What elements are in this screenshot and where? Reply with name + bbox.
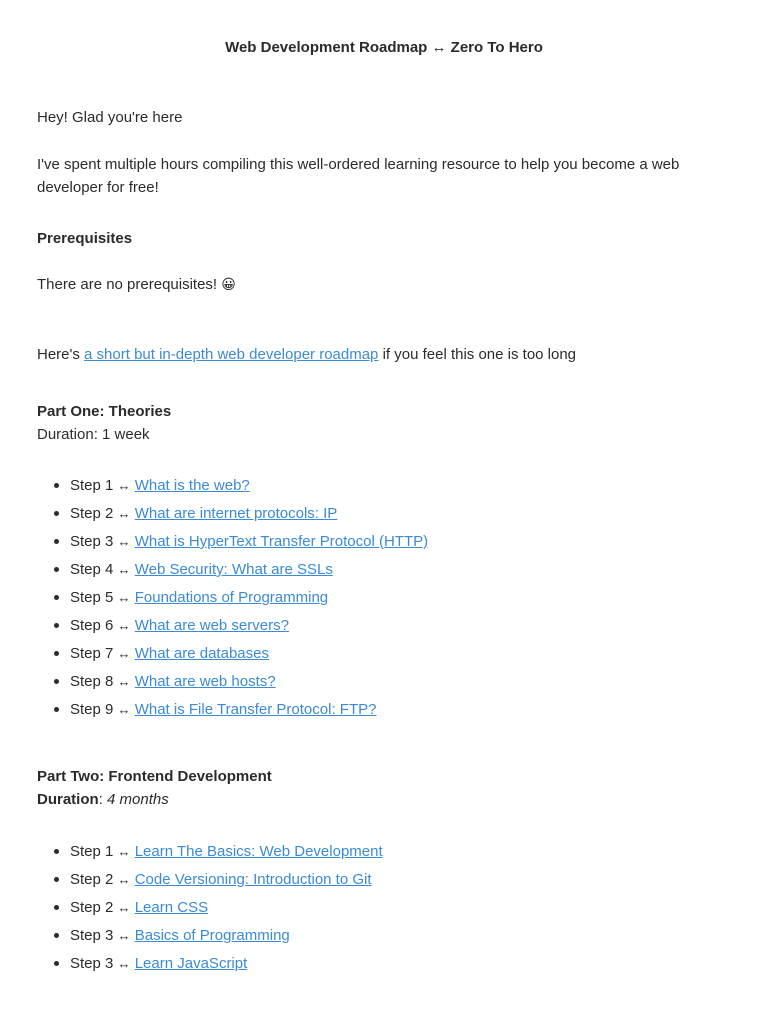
step-link[interactable]: What are web hosts? [134, 673, 276, 690]
part-one-step-list [37, 474, 727, 726]
left-right-arrow-icon: ↔ [117, 562, 131, 577]
step-list-item [37, 502, 727, 530]
part-two-header [37, 765, 727, 811]
step-link[interactable]: Learn CSS [134, 899, 209, 916]
short-roadmap-link[interactable]: a short but in-depth web developer roadmap [84, 346, 379, 363]
intro [37, 153, 727, 199]
step-list-item [37, 952, 727, 980]
step-label: Step 3 [70, 533, 114, 550]
step-list-item [37, 614, 727, 642]
left-right-arrow-icon: ↔ [117, 674, 131, 689]
step-label: Step 8 [70, 673, 114, 690]
part-two-steps [37, 840, 727, 980]
step-link[interactable]: Code Versioning: Introduction to Git [134, 871, 372, 888]
left-right-arrow-icon: ↔ [117, 872, 131, 887]
step-list-item [37, 924, 727, 952]
bullet-icon [54, 539, 59, 544]
part-one-header [37, 400, 727, 446]
bullet-icon [54, 483, 59, 488]
prerequisites-body: There are no prerequisites! [37, 276, 218, 293]
step-label: Step 9 [70, 701, 114, 718]
step-link[interactable]: Basics of Programming [134, 927, 290, 944]
step-label: Step 2 [70, 899, 114, 916]
short-roadmap-prefix: Here's [37, 346, 85, 363]
step-link[interactable]: What is File Transfer Protocol: FTP? [134, 701, 377, 718]
greeting [37, 106, 727, 129]
part-two-duration-unit: months [115, 791, 169, 808]
step-link[interactable]: Foundations of Programming [134, 589, 329, 606]
left-right-arrow-icon: ↔ [117, 900, 131, 915]
step-list-item [37, 670, 727, 698]
part-two-duration [37, 788, 727, 811]
step-link[interactable]: What are web servers? [134, 617, 289, 634]
intro-text: I've spent multiple hours compiling this well-ordered learning resource to help you become a web developer for free! [37, 156, 680, 196]
step-list-item [37, 586, 727, 614]
part-two-duration-value [107, 791, 169, 808]
bullet-icon [54, 651, 59, 656]
step-link[interactable]: Learn The Basics: Web Development [134, 843, 383, 860]
prerequisites-text [37, 273, 727, 297]
bullet-icon [54, 623, 59, 628]
step-link[interactable]: What are databases [134, 645, 269, 662]
step-list-item [37, 558, 727, 586]
bullet-icon [54, 595, 59, 600]
part-two-duration-label: Duration [37, 791, 99, 808]
grinning-face-emoji-icon: 😀 [221, 277, 236, 293]
step-label: Step 2 [70, 871, 114, 888]
part-two-heading: Part Two: Frontend Development [37, 768, 272, 785]
left-right-arrow-icon: ↔ [117, 956, 131, 971]
step-link[interactable]: What are internet protocols: IP [134, 505, 338, 522]
left-right-arrow-icon: ↔ [117, 590, 131, 605]
step-link[interactable]: What is the web? [134, 477, 250, 494]
step-list-item [37, 840, 727, 868]
bullet-icon [54, 707, 59, 712]
step-label: Step 4 [70, 561, 114, 578]
step-label: Step 2 [70, 505, 114, 522]
bullet-icon [54, 679, 59, 684]
left-right-arrow-icon: ↔ [117, 478, 131, 493]
left-right-arrow-icon: ↔ [117, 506, 131, 521]
left-right-arrow-icon: ↔ [117, 928, 131, 943]
bullet-icon [54, 877, 59, 882]
part-two-duration-number: 4 [107, 791, 116, 808]
step-list-item [37, 642, 727, 670]
bullet-icon [54, 849, 59, 854]
short-roadmap-suffix: if you feel this one is too long [378, 346, 577, 363]
part-two-step-list [37, 840, 727, 980]
step-label: Step 6 [70, 617, 114, 634]
bullet-icon [54, 961, 59, 966]
left-right-arrow-icon: ↔ [117, 618, 131, 633]
bullet-icon [54, 511, 59, 516]
left-right-arrow-icon: ↔ [117, 844, 131, 859]
short-roadmap-line [37, 343, 727, 366]
left-right-arrow-icon: ↔ [117, 534, 131, 549]
page-title: Web Development Roadmap ↔ Zero To Hero [225, 39, 543, 56]
greeting-text: Hey! Glad you're here [37, 109, 183, 126]
step-label: Step 5 [70, 589, 114, 606]
step-label: Step 1 [70, 843, 114, 860]
part-one-heading: Part One: Theories [37, 403, 172, 420]
part-one-steps [37, 474, 727, 726]
step-link[interactable]: Learn JavaScript [134, 955, 248, 972]
step-list-item [37, 530, 727, 558]
step-link[interactable]: What is HyperText Transfer Protocol (HTTP) [134, 533, 429, 550]
bullet-icon [54, 933, 59, 938]
step-list-item [37, 474, 727, 502]
left-right-arrow-icon: ↔ [117, 646, 131, 661]
step-list-item [37, 868, 727, 896]
part-one-duration: Duration: 1 week [37, 426, 150, 443]
step-label: Step 7 [70, 645, 114, 662]
left-right-arrow-icon: ↔ [117, 702, 131, 717]
part-two-duration-sep: : [98, 791, 108, 808]
step-link[interactable]: Web Security: What are SSLs [134, 561, 333, 578]
step-label: Step 3 [70, 955, 114, 972]
step-label: Step 3 [70, 927, 114, 944]
step-list-item [37, 896, 727, 924]
step-list-item [37, 698, 727, 726]
bullet-icon [54, 567, 59, 572]
prerequisites-heading-text: Prerequisites [37, 230, 133, 247]
prerequisites-heading [37, 227, 727, 250]
step-label: Step 1 [70, 477, 114, 494]
bullet-icon [54, 905, 59, 910]
